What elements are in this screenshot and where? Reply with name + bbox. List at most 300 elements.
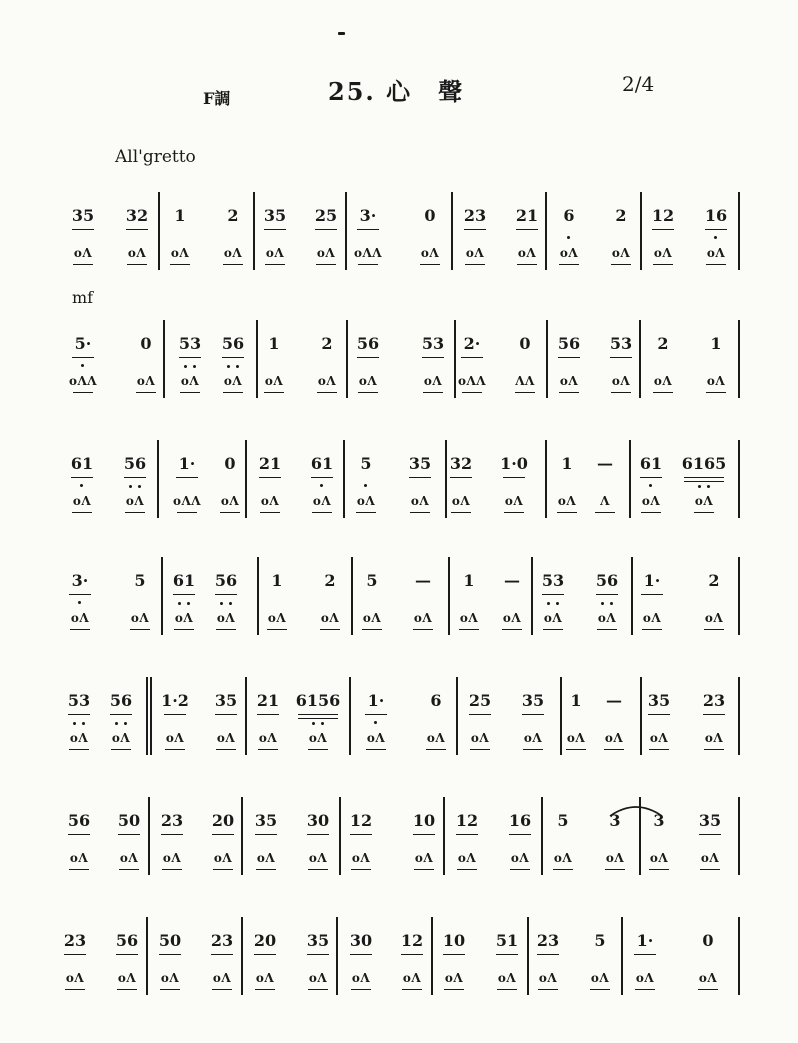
accompaniment-line (543, 629, 563, 630)
beam-line (537, 954, 559, 955)
accompaniment-mark: oΛ (641, 494, 661, 508)
accompaniment-line (420, 264, 440, 265)
accompaniment-mark: oΛ (706, 374, 726, 388)
accompaniment-mark: oΛ (543, 611, 563, 625)
beam-line (450, 477, 472, 478)
accompaniment-mark: oΛ (216, 611, 236, 625)
note: 2 (227, 206, 239, 225)
accompaniment-mark: oΛ (320, 611, 340, 625)
octave-dot (556, 602, 559, 605)
print-mark (338, 32, 345, 35)
note: 56 (557, 334, 581, 353)
accompaniment-mark: oΛ (559, 246, 579, 260)
beam-line (222, 357, 244, 358)
beam-line (469, 714, 491, 715)
accompaniment-line (465, 264, 485, 265)
accompaniment-mark: oΛ (504, 494, 524, 508)
accompaniment-line (308, 989, 328, 990)
accompaniment-line (223, 264, 243, 265)
accompaniment-line (356, 512, 376, 513)
note: 53 (421, 334, 445, 353)
accompaniment-line (316, 264, 336, 265)
note: 30 (306, 811, 330, 830)
beam-line (357, 357, 379, 358)
octave-dot (698, 485, 701, 488)
accompaniment-line (358, 264, 378, 265)
barline (738, 557, 740, 635)
accompaniment-mark: oΛ (700, 851, 720, 865)
accompaniment-line (111, 749, 131, 750)
accompaniment-mark: oΛ (216, 731, 236, 745)
accompaniment-line (177, 512, 197, 513)
accompaniment-mark: oΛΛ (68, 374, 98, 388)
beam-line (703, 714, 725, 715)
accompaniment-mark: oΛ (420, 246, 440, 260)
accompaniment-line (170, 264, 190, 265)
accompaniment-mark: oΛ (413, 611, 433, 625)
octave-dot (374, 721, 377, 724)
score-system (0, 555, 798, 665)
accompaniment-mark: oΛ (649, 731, 669, 745)
octave-dot (193, 365, 196, 368)
note: 23 (702, 691, 726, 710)
note: 61 (70, 454, 94, 473)
accompaniment-line (160, 989, 180, 990)
octave-dot (187, 602, 190, 605)
accompaniment-line (165, 749, 185, 750)
accompaniment-mark: oΛ (459, 611, 479, 625)
accompaniment-mark: oΛ (174, 611, 194, 625)
beam-line (69, 594, 91, 595)
note: 2 (708, 571, 720, 590)
accompaniment-mark: oΛ (649, 851, 669, 865)
accompaniment-line (70, 629, 90, 630)
beam-line (509, 834, 531, 835)
score-system (0, 318, 798, 428)
accompaniment-line (308, 869, 328, 870)
accompaniment-line (213, 869, 233, 870)
accompaniment-mark: oΛ (308, 731, 328, 745)
barline (161, 557, 163, 635)
note: 2 (324, 571, 336, 590)
note: 0 (702, 931, 714, 950)
accompaniment-line (649, 869, 669, 870)
note: 1 (174, 206, 186, 225)
note: — (504, 571, 520, 590)
accompaniment-line (358, 392, 378, 393)
accompaniment-mark: oΛ (538, 971, 558, 985)
note: 1· (367, 691, 385, 710)
accompaniment-mark: oΛ (69, 731, 89, 745)
accompaniment-mark: oΛ (316, 246, 336, 260)
note: 1· (178, 454, 196, 473)
note: — (597, 454, 613, 473)
octave-dot (714, 236, 717, 239)
score-system (0, 795, 798, 905)
accompaniment-line (605, 869, 625, 870)
accompaniment-line (351, 869, 371, 870)
beam-line (68, 834, 90, 835)
score-system (0, 675, 798, 785)
accompaniment-line (704, 629, 724, 630)
accompaniment-line (553, 869, 573, 870)
beam-line (443, 954, 465, 955)
beam-line (264, 229, 286, 230)
beam-line (542, 594, 564, 595)
beam-line (298, 714, 338, 715)
beam-line (699, 834, 721, 835)
beam-line (464, 229, 486, 230)
accompaniment-line (258, 749, 278, 750)
note: 56 (221, 334, 245, 353)
accompaniment-mark: oΛ (258, 731, 278, 745)
accompaniment-line (451, 512, 471, 513)
accompaniment-line (267, 629, 287, 630)
accompaniment-line (180, 392, 200, 393)
accompaniment-mark: oΛ (130, 611, 150, 625)
accompaniment-line (704, 749, 724, 750)
barline (150, 677, 152, 755)
accompaniment-line (256, 869, 276, 870)
note: 2· (463, 334, 481, 353)
beam-line (422, 357, 444, 358)
accompaniment-mark: oΛ (212, 971, 232, 985)
dynamics-marking: mf (72, 288, 94, 307)
accompaniment-line (119, 869, 139, 870)
beam-line (365, 714, 387, 715)
note: 23 (463, 206, 487, 225)
accompaniment-line (255, 989, 275, 990)
accompaniment-line (604, 749, 624, 750)
note: 1· (636, 931, 654, 950)
beam-line (516, 229, 538, 230)
accompaniment-line (136, 392, 156, 393)
accompaniment-mark: ΛΛ (515, 374, 535, 388)
octave-dot (184, 365, 187, 368)
accompaniment-mark: oΛ (256, 851, 276, 865)
accompaniment-mark: oΛ (553, 851, 573, 865)
accompaniment-mark: oΛ (65, 971, 85, 985)
beam-line (307, 954, 329, 955)
accompaniment-line (635, 989, 655, 990)
key-signature: F調 (203, 89, 231, 108)
accompaniment-line (410, 512, 430, 513)
accompaniment-line (317, 392, 337, 393)
accompaniment-mark: oΛ (451, 494, 471, 508)
accompaniment-line (127, 264, 147, 265)
barline (456, 677, 458, 755)
accompaniment-line (497, 989, 517, 990)
note: 35 (254, 811, 278, 830)
accompaniment-mark: oΛ (180, 374, 200, 388)
beam-line (211, 954, 233, 955)
accompaniment-mark: oΛ (465, 246, 485, 260)
note: 56 (67, 811, 91, 830)
accompaniment-mark: oΛ (410, 494, 430, 508)
accompaniment-line (653, 264, 673, 265)
beam-line (634, 954, 656, 955)
accompaniment-line (162, 869, 182, 870)
accompaniment-line (265, 264, 285, 265)
accompaniment-mark: oΛ (255, 971, 275, 985)
accompaniment-mark: oΛ (317, 374, 337, 388)
accompaniment-mark: oΛ (265, 246, 285, 260)
note: 25 (314, 206, 338, 225)
beam-line (409, 477, 431, 478)
accompaniment-line (223, 392, 243, 393)
beam-line (648, 714, 670, 715)
octave-dot (321, 722, 324, 725)
accompaniment-mark: oΛ (308, 971, 328, 985)
beam-line (215, 714, 237, 715)
accompaniment-line (413, 629, 433, 630)
note: 56 (109, 691, 133, 710)
accompaniment-mark: oΛ (611, 246, 631, 260)
accompaniment-line (611, 264, 631, 265)
note: 53 (609, 334, 633, 353)
barline (738, 320, 740, 398)
barline (738, 917, 740, 995)
octave-dot (82, 722, 85, 725)
beam-line (311, 477, 333, 478)
beam-line (176, 477, 198, 478)
barline (621, 917, 623, 995)
note: 1 (570, 691, 582, 710)
note: 20 (211, 811, 235, 830)
note: 1 (271, 571, 283, 590)
beam-line (118, 834, 140, 835)
accompaniment-line (700, 869, 720, 870)
beam-line (596, 594, 618, 595)
accompaniment-line (462, 392, 482, 393)
accompaniment-mark: oΛ (423, 374, 443, 388)
barline (157, 440, 159, 518)
note: 2 (615, 206, 627, 225)
accompaniment-line (694, 512, 714, 513)
note: 0 (424, 206, 436, 225)
note: 6 (430, 691, 442, 710)
accompaniment-line (351, 989, 371, 990)
accompaniment-mark: oΛ (611, 374, 631, 388)
accompaniment-mark: oΛ (559, 374, 579, 388)
accompaniment-mark: oΛ (704, 731, 724, 745)
note: 1 (561, 454, 573, 473)
accompaniment-mark: oΛ (694, 494, 714, 508)
octave-dot (220, 602, 223, 605)
note: 50 (117, 811, 141, 830)
accompaniment-line (260, 512, 280, 513)
beam-line (254, 954, 276, 955)
octave-dot (707, 485, 710, 488)
accompaniment-line (426, 749, 446, 750)
beam-line (652, 229, 674, 230)
accompaniment-mark: oΛ (523, 731, 543, 745)
beam-line (259, 477, 281, 478)
beam-line (503, 477, 525, 478)
accompaniment-mark: oΛΛ (172, 494, 202, 508)
accompaniment-line (510, 869, 530, 870)
accompaniment-line (557, 512, 577, 513)
beam-line (705, 229, 727, 230)
accompaniment-line (174, 629, 194, 630)
beam-line (72, 357, 94, 358)
accompaniment-line (366, 749, 386, 750)
note: 21 (258, 454, 282, 473)
accompaniment-mark: oΛ (351, 851, 371, 865)
accompaniment-line (559, 264, 579, 265)
note: 3 (653, 811, 665, 830)
accompaniment-line (504, 512, 524, 513)
beam-line (110, 714, 132, 715)
accompaniment-line (423, 392, 443, 393)
octave-dot (236, 365, 239, 368)
tie-arc (606, 800, 666, 820)
note: 5 (360, 454, 372, 473)
accompaniment-mark: oΛ (642, 611, 662, 625)
score-system (0, 915, 798, 1025)
accompaniment-mark: oΛ (73, 246, 93, 260)
accompaniment-mark: oΛ (162, 851, 182, 865)
accompaniment-mark: oΛΛ (353, 246, 383, 260)
accompaniment-line (402, 989, 422, 990)
accompaniment-mark: oΛ (366, 731, 386, 745)
note: 61 (639, 454, 663, 473)
accompaniment-line (69, 869, 89, 870)
beam-line (298, 718, 338, 719)
accompaniment-line (72, 512, 92, 513)
accompaniment-mark: oΛ (125, 494, 145, 508)
octave-dot (115, 722, 118, 725)
score-system (0, 190, 798, 300)
note: — (415, 571, 431, 590)
accompaniment-line (264, 392, 284, 393)
beam-line (640, 477, 662, 478)
note: 53 (67, 691, 91, 710)
octave-dot (124, 722, 127, 725)
note: 53 (541, 571, 565, 590)
accompaniment-line (320, 629, 340, 630)
accompaniment-line (216, 629, 236, 630)
beam-line (413, 834, 435, 835)
accompaniment-mark: oΛ (605, 851, 625, 865)
accompaniment-mark: oΛ (312, 494, 332, 508)
accompaniment-mark: oΛ (117, 971, 137, 985)
beam-line (315, 229, 337, 230)
accompaniment-line (73, 392, 93, 393)
octave-dot (138, 485, 141, 488)
note: 1·2 (161, 691, 189, 710)
note: 32 (125, 206, 149, 225)
accompaniment-mark: oΛ (414, 851, 434, 865)
note: 51 (495, 931, 519, 950)
accompaniment-mark: oΛ (502, 611, 522, 625)
beam-line (71, 477, 93, 478)
accompaniment-line (459, 629, 479, 630)
beam-line (64, 954, 86, 955)
beam-line (179, 357, 201, 358)
accompaniment-mark: oΛ (635, 971, 655, 985)
octave-dot (78, 601, 81, 604)
beam-line (257, 714, 279, 715)
accompaniment-mark: oΛ (604, 731, 624, 745)
accompaniment-line (566, 749, 586, 750)
accompaniment-mark: oΛ (358, 374, 378, 388)
accompaniment-mark: oΛ (597, 611, 617, 625)
accompaniment-line (457, 869, 477, 870)
time-signature: 2/4 (622, 72, 655, 96)
note: 1· (643, 571, 661, 590)
accompaniment-mark: oΛ (267, 611, 287, 625)
note: 12 (349, 811, 373, 830)
beam-line (159, 954, 181, 955)
note: 16 (704, 206, 728, 225)
beam-line (255, 834, 277, 835)
octave-dot (178, 602, 181, 605)
note: 0 (140, 334, 152, 353)
accompaniment-mark: oΛ (220, 494, 240, 508)
accompaniment-line (414, 869, 434, 870)
note: 1 (710, 334, 722, 353)
accompaniment-line (362, 629, 382, 630)
accompaniment-line (642, 629, 662, 630)
note: 21 (515, 206, 539, 225)
note: 1·0 (500, 454, 528, 473)
beam-line (401, 954, 423, 955)
accompaniment-line (523, 749, 543, 750)
accompaniment-line (69, 749, 89, 750)
beam-line (68, 714, 90, 715)
note: 61 (172, 571, 196, 590)
accompaniment-mark: oΛ (119, 851, 139, 865)
note: 0 (519, 334, 531, 353)
accompaniment-line (706, 392, 726, 393)
accompaniment-mark: oΛ (213, 851, 233, 865)
note: 21 (256, 691, 280, 710)
note: 30 (349, 931, 373, 950)
barline (738, 192, 740, 270)
accompaniment-line (125, 512, 145, 513)
barline (738, 677, 740, 755)
accompaniment-line (312, 512, 332, 513)
note: 35 (263, 206, 287, 225)
note: 12 (400, 931, 424, 950)
note: 6165 (681, 454, 727, 473)
beam-line (496, 954, 518, 955)
note: 10 (412, 811, 436, 830)
accompaniment-line (65, 989, 85, 990)
accompaniment-line (216, 749, 236, 750)
note: 23 (63, 931, 87, 950)
accompaniment-line (595, 512, 615, 513)
note: 2 (657, 334, 669, 353)
note: 0 (224, 454, 236, 473)
beam-line (684, 477, 724, 478)
accompaniment-line (220, 512, 240, 513)
beam-line (164, 714, 186, 715)
accompaniment-mark: oΛ (510, 851, 530, 865)
beam-line (522, 714, 544, 715)
accompaniment-mark: oΛ (444, 971, 464, 985)
beam-line (126, 229, 148, 230)
beam-line (350, 954, 372, 955)
accompaniment-mark: oΛ (566, 731, 586, 745)
note: 3 (609, 811, 621, 830)
note: 35 (71, 206, 95, 225)
note: 35 (698, 811, 722, 830)
note: 5 (557, 811, 569, 830)
note: 5· (74, 334, 92, 353)
note: 56 (595, 571, 619, 590)
